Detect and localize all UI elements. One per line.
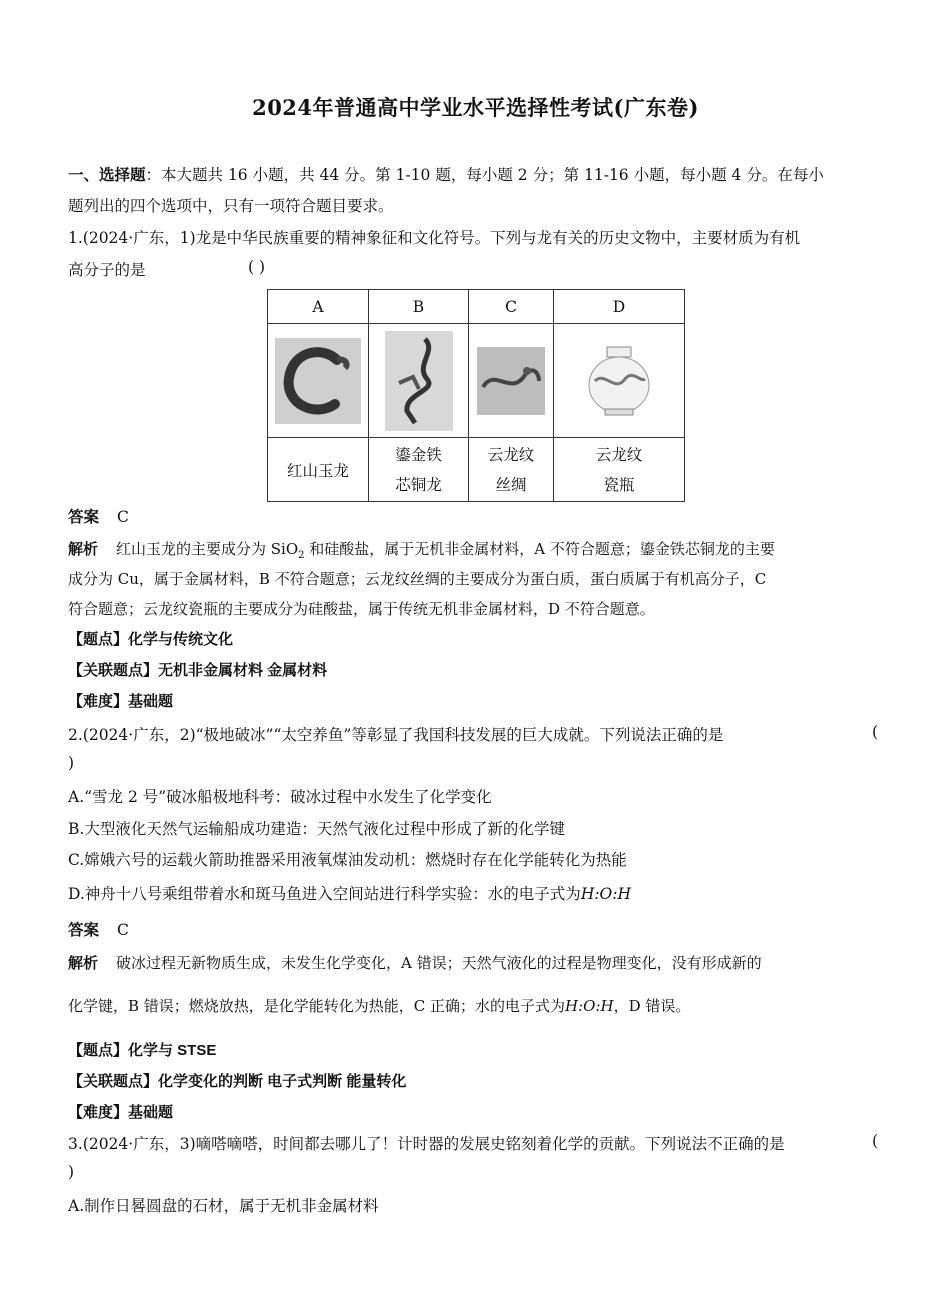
table-header-a: A (268, 290, 369, 324)
q2-topic: 【题点】化学与 STSE (68, 1042, 217, 1059)
q3-paren-open: ( (872, 1132, 879, 1150)
q2-option-a: A.“雪龙 2 号”破冰船极地科考：破冰过程中水发生了化学变化 (68, 788, 492, 806)
water-electron-formula-2: H:O:H (565, 997, 614, 1015)
q1-answer: 答案 C (68, 507, 129, 526)
q2-explanation-line2: 化学键，B 错误；燃烧放热，是化学能转化为热能，C 正确；水的电子式为H:O:H，D 错误。 (68, 997, 691, 1015)
q2-explanation-line1: 解析 破冰过程无新物质生成，未发生化学变化，A 错误；天然气液化的过程是物理变化，没有形成新的 (68, 954, 762, 972)
artifact-name-b: 鎏金铁 芯铜龙 (369, 438, 469, 502)
gilt-dragon-image (385, 331, 453, 431)
section-instruction-line2: 题列出的四个选项中，只有一项符合题目要求。 (68, 197, 394, 215)
q1-explanation-line1: 解析 红山玉龙的主要成分为 SiO$_2$ 和硅酸盐，属于无机非金属材料，A 不符合题意；鎏金铁芯铜龙的主要 (68, 540, 775, 561)
silk-dragon-image (477, 347, 545, 415)
q1-answer-paren: ( ) (248, 258, 266, 276)
artifact-image-cell-c (469, 324, 554, 438)
q1-explanation-line3: 符合题意；云龙纹瓷瓶的主要成分为硅酸盐，属于传统无机非金属材料，D 不符合题意。 (68, 600, 655, 618)
artifact-name-c: 云龙纹 丝绸 (469, 438, 554, 502)
artifact-image-cell-a (268, 324, 369, 438)
q2-option-d: D.神舟十八号乘组带着水和斑马鱼进入空间站进行科学实验：水的电子式为H:O:H (68, 885, 631, 903)
artifact-image-cell-d (554, 324, 685, 438)
artifact-image-cell-b (369, 324, 469, 438)
water-electron-formula: H:O:H (580, 885, 631, 903)
q3-paren-close: ) (68, 1163, 75, 1181)
q3-stem-line1: 3.(2024·广东，3)嘀嗒嘀嗒，时间都去哪儿了！计时器的发展史铭刻着化学的贡献。下列说法不正确的是 (68, 1135, 785, 1153)
q2-difficulty: 【难度】基础题 (68, 1104, 174, 1121)
porcelain-vase-image (581, 343, 657, 419)
q1-artifact-table (267, 289, 685, 502)
table-header-d: D (554, 290, 685, 324)
q1-stem-line2: 高分子的是 (68, 261, 146, 279)
table-header-c: C (469, 290, 554, 324)
q1-topic: 【题点】化学与传统文化 (68, 631, 234, 648)
artifact-name-a: 红山玉龙 (268, 438, 369, 502)
q1-difficulty: 【难度】基础题 (68, 693, 174, 710)
q2-stem-line1: 2.(2024·广东，2)“极地破冰”“太空养鱼”等彰显了我国科技发展的巨大成就。下列说法正确的是 (68, 726, 724, 744)
q2-paren-close: ) (68, 754, 75, 772)
q2-related-topics: 【关联题点】化学变化的判断 电子式判断 能量转化 (68, 1073, 407, 1090)
q1-related-topics: 【关联题点】无机非金属材料 金属材料 (68, 662, 328, 679)
q2-option-c: C.嫦娥六号的运载火箭助推器采用液氧煤油发动机：燃烧时存在化学能转化为热能 (68, 851, 627, 869)
page-title: 2024年普通高中学业水平选择性考试(广东卷) (252, 95, 699, 120)
q1-explanation-line2: 成分为 Cu，属于金属材料，B 不符合题意；云龙纹丝绸的主要成分为蛋白质，蛋白质属于有机高分子，C (68, 570, 767, 588)
q1-stem-line1: 1.(2024·广东，1)龙是中华民族重要的精神象征和文化符号。下列与龙有关的历史文物中，主要材质为有机 (68, 229, 801, 247)
table-header-b: B (369, 290, 469, 324)
section-heading: 一、选择题 (68, 165, 146, 184)
q3-option-a: A.制作日晷圆盘的石材，属于无机非金属材料 (68, 1197, 379, 1215)
jade-dragon-image (275, 338, 361, 424)
q2-paren-open: ( (872, 723, 879, 741)
q2-answer: 答案 C (68, 920, 129, 939)
q2-option-b: B.大型液化天然气运输船成功建造：天然气液化过程中形成了新的化学键 (68, 820, 565, 838)
section-instruction-line1 (68, 163, 824, 185)
instruction-text: ：本大题共 16 小题，共 44 分。第 1-10 题，每小题 2 分；第 11-16 小题，每小题 4 分。在每小 (145, 166, 824, 184)
artifact-name-d: 云龙纹 瓷瓶 (554, 438, 685, 502)
